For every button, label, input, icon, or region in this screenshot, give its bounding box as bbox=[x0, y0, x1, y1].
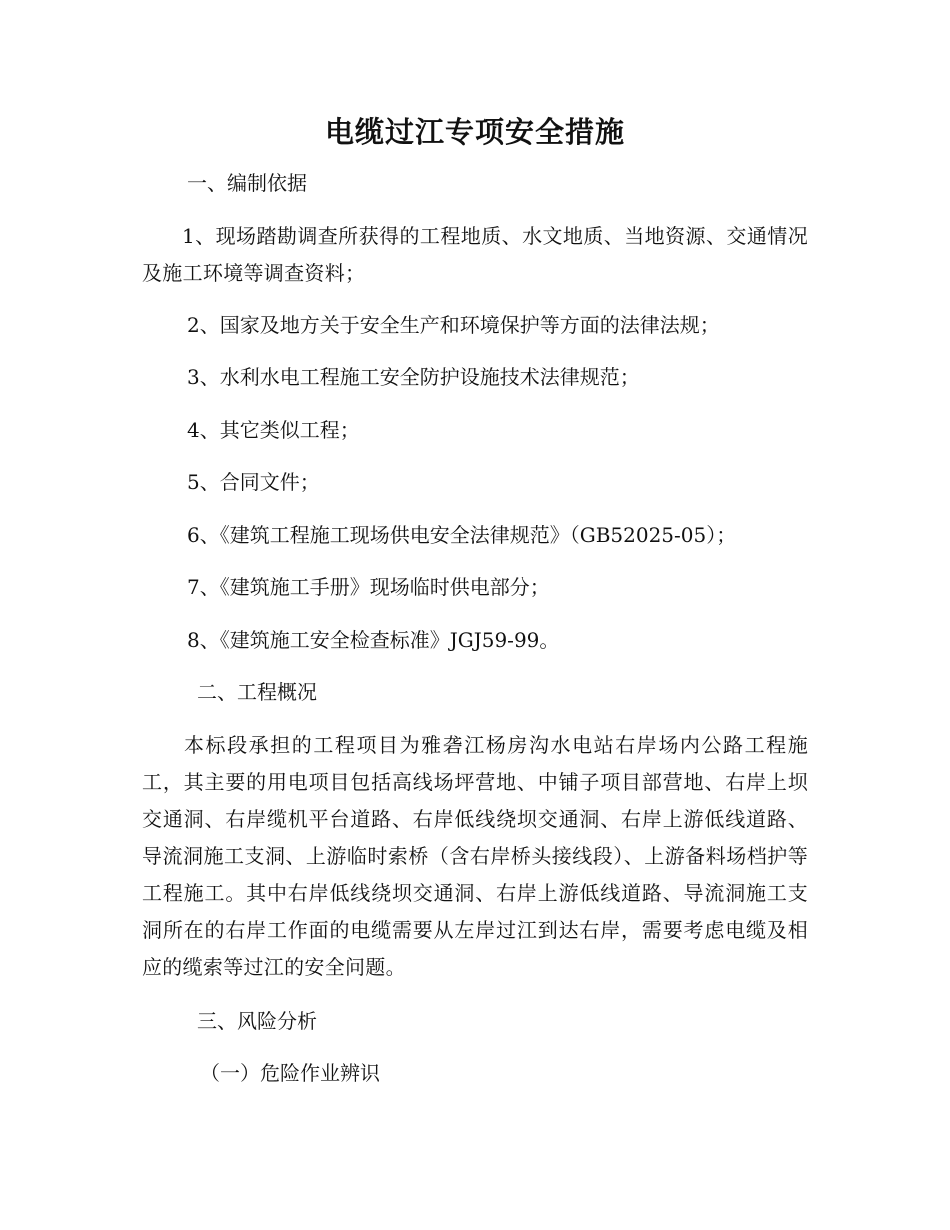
basis-item-8: 8、《建筑施工安全检查标准》JGJ59-99。 bbox=[187, 628, 560, 652]
basis-item-3: 3、水利水电工程施工安全防护设施技术法律规范； bbox=[187, 365, 640, 389]
basis-item-7: 7、《建筑施工手册》现场临时供电部分； bbox=[187, 575, 550, 599]
overview-paragraph: 本标段承担的工程项目为雅砻江杨房沟水电站右岸场内公路工程施工，其主要的用电项目包括高线场坪营地、中铺子项目部营地、右岸上坝交通洞、右岸缆机平台道路、右岸低线绕坝交通洞、右岸上游低线道路、导流洞施工支洞、上游临时索桥（含右岸桥头接线段）、上游备料场档护等工程施工。其中右岸低线绕坝交通洞、右岸上游低线道路、导流洞施工支洞所在的右岸工作面的电缆需要从左岸过江到达右岸，需要考虑电缆及相应的缆索等过江的安全问题。 bbox=[142, 733, 808, 979]
basis-item-5: 5、合同文件； bbox=[187, 470, 320, 494]
basis-item-6: 6、《建筑工程施工现场供电安全法律规范》（GB52025-05）； bbox=[187, 523, 737, 547]
section-heading-basis: 一、编制依据 bbox=[187, 171, 307, 195]
basis-item-4: 4、其它类似工程； bbox=[187, 418, 360, 442]
section-heading-overview: 二、工程概况 bbox=[197, 680, 317, 704]
subsection-heading-hazard: （一）危险作业辨识 bbox=[200, 1061, 380, 1085]
basis-item-1: 1、现场踏勘调查所获得的工程地质、水文地质、当地资源、交通情况及施工环境等调查资料； bbox=[142, 224, 808, 285]
basis-item-2: 2、国家及地方关于安全生产和环境保护等方面的法律法规； bbox=[187, 313, 720, 337]
document-title: 电缆过江专项安全措施 bbox=[324, 115, 625, 149]
section-heading-risk: 三、风险分析 bbox=[197, 1009, 317, 1033]
